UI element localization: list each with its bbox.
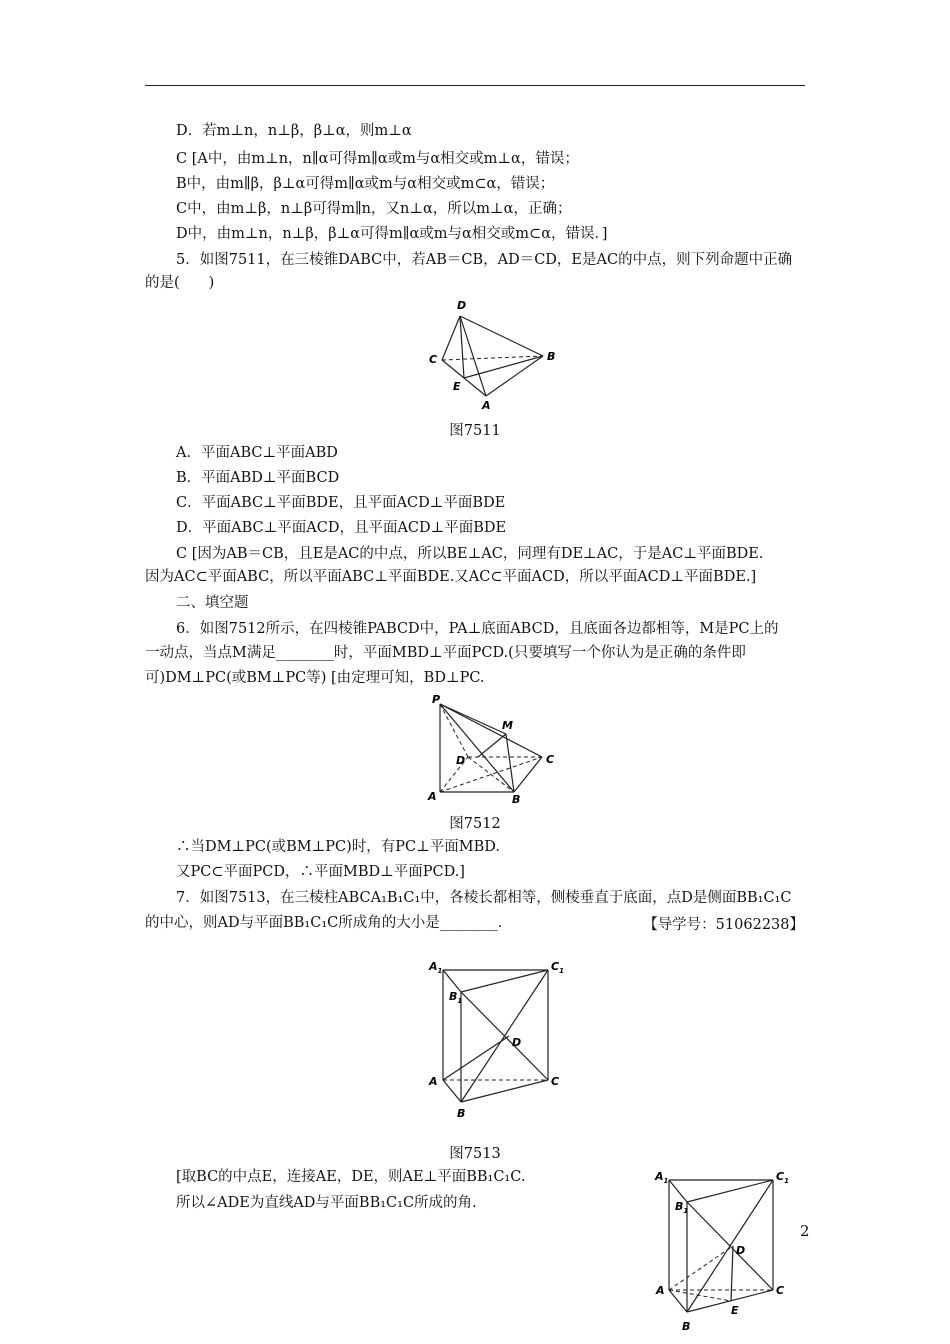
question-7: 7．如图7513，在三棱柱ABCA₁B₁C₁中，各棱长都相等，侧棱垂直于底面，点D是侧面BB₁C₁C — [176, 890, 792, 906]
question-5: 5．如图7511，在三棱锥DABC中，若AB＝CB，AD＝CD，E是AC的中点，则下列命题中正确 — [176, 252, 793, 268]
figure-caption: 图7513 — [449, 1146, 501, 1162]
label-c: C — [429, 353, 438, 366]
section-heading: 二、填空题 — [176, 595, 249, 611]
label-d: D — [736, 1244, 746, 1257]
guide-number: 【导学号：51062238】 — [643, 917, 804, 933]
answer-7-cont: 所以∠ADE为直线AD与平面BB₁C₁C所成的角. — [176, 1195, 477, 1211]
option-c: C．平面ABC⊥平面BDE，且平面ACD⊥平面BDE — [176, 495, 506, 511]
question-5-cont: 的是( ) — [145, 275, 215, 291]
figure-7511 — [420, 298, 560, 413]
label-b: B — [512, 793, 521, 806]
label-a: A — [482, 399, 491, 412]
label-d: D — [456, 754, 466, 767]
answer-line: C [A中，由m⊥n，n∥α可得m∥α或m与α相交或m⊥α，错误； — [176, 151, 579, 167]
question-6-answer: 可)DM⊥PC(或BM⊥PC等) [由定理可知，BD⊥PC. — [145, 670, 485, 686]
answer-line: D中，由m⊥n，n⊥β，β⊥α可得m∥α或m与α相交或m⊂α，错误．] — [176, 226, 608, 242]
label-a1: $A_1$ — [429, 960, 443, 975]
figure-caption: 图7511 — [449, 423, 501, 439]
answer-6: ∴当DM⊥PC(或BM⊥PC)时，有PC⊥平面MBD. — [176, 839, 500, 855]
label-b: B — [682, 1320, 691, 1333]
figure-solution — [655, 1170, 800, 1340]
answer-6-cont: 又PC⊂平面PCD，∴平面MBD⊥平面PCD.] — [176, 864, 465, 880]
answer-line: C中，由m⊥β，n⊥β可得m∥n，又n⊥α，所以m⊥α，正确； — [176, 201, 572, 217]
label-b1: $B_1$ — [449, 990, 463, 1005]
label-a: A — [656, 1284, 665, 1297]
label-m: M — [502, 719, 513, 732]
label-c1: $C_1$ — [551, 960, 564, 975]
answer-5: C [因为AB＝CB，且E是AC的中点，所以BE⊥AC，同理有DE⊥AC，于是AC⊥平面BDE. — [176, 546, 764, 562]
figure-caption: 图7512 — [449, 816, 501, 832]
option-d-line: D．若m⊥n，n⊥β，β⊥α，则m⊥α — [176, 123, 412, 139]
label-a: A — [429, 1075, 438, 1088]
figure-7513 — [425, 960, 575, 1135]
figure-7512 — [420, 692, 570, 807]
label-e: E — [453, 380, 461, 393]
label-b1: $B_1$ — [675, 1200, 689, 1215]
header-rule — [145, 85, 805, 86]
label-b: B — [547, 350, 556, 363]
answer-5-cont: 因为AC⊂平面ABC，所以平面ABC⊥平面BDE.又AC⊂平面ACD，所以平面ACD⊥平面BDE.] — [145, 569, 757, 585]
label-a: A — [428, 790, 437, 803]
question-6: 6．如图7512所示，在四棱锥PABCD中，PA⊥底面ABCD，且底面各边都相等，M是PC上的 — [176, 621, 779, 637]
label-p: P — [432, 693, 441, 706]
answer-line: B中，由m∥β，β⊥α可得m∥α或m与α相交或m⊂α，错误； — [176, 176, 555, 192]
option-d: D．平面ABC⊥平面ACD，且平面ACD⊥平面BDE — [176, 520, 507, 536]
label-d: D — [457, 299, 467, 312]
option-b: B．平面ABD⊥平面BCD — [176, 470, 340, 486]
answer-7: [取BC的中点E，连接AE，DE，则AE⊥平面BB₁C₁C. — [176, 1169, 526, 1185]
option-a: A．平面ABC⊥平面ABD — [176, 445, 338, 461]
label-e: E — [731, 1304, 739, 1317]
label-c: C — [551, 1075, 560, 1088]
question-7-cont: 的中心，则AD与平面BB₁C₁C所成角的大小是________. — [145, 915, 503, 931]
label-b: B — [457, 1107, 466, 1120]
label-c: C — [776, 1284, 785, 1297]
question-6-cont: 一动点，当点M满足________时，平面MBD⊥平面PCD.(只要填写一个你认为是正确的条件即 — [145, 645, 746, 661]
label-c1: $C_1$ — [776, 1170, 789, 1185]
label-d: D — [512, 1036, 522, 1049]
label-c: C — [546, 753, 555, 766]
label-a1: $A_1$ — [655, 1170, 669, 1185]
page-number: 2 — [800, 1222, 810, 1240]
